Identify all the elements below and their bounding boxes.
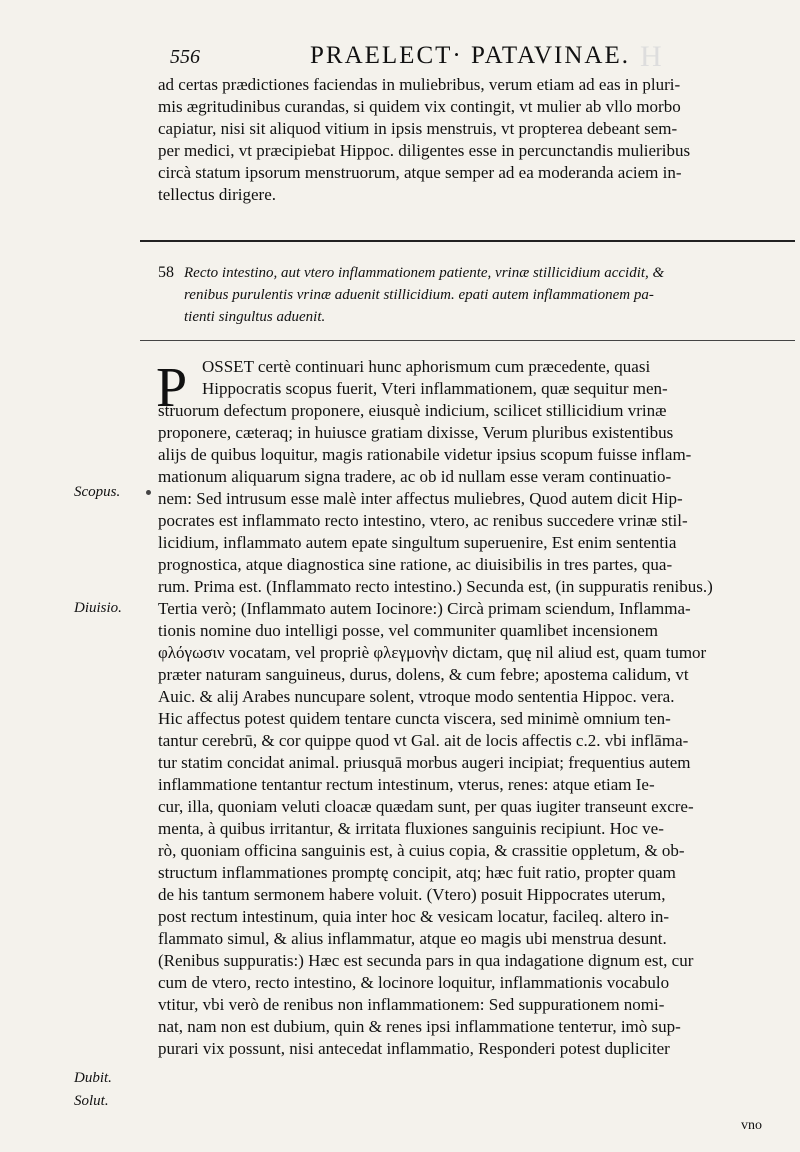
margin-note-dubit: Dubit. (74, 1070, 112, 1086)
text-line: cur, illa, quoniam veluti cloacæ quædam sunt, per quas iugiter transeunt excre- (158, 797, 694, 816)
text-line: tantur cerebrū, & cor quippe quod vt Gal. ait de locis affectis c.2. vbi inflāma- (158, 731, 689, 750)
drop-cap: P (156, 357, 188, 419)
running-title: PRAELECT· PATAVINAE. (310, 42, 630, 69)
text-line: tionis nomine duo intelligi posse, vel communiter quamlibet incensionem (158, 621, 659, 640)
text-line: Auic. & alij Arabes nuncupare solent, vtroque modo sententia Hippoc. vera. (158, 687, 675, 706)
text-line: tellectus dirigere. (158, 185, 277, 204)
text-line: capiatur, nisi sit aliquod vitium in ipsis menstruis, vt propterea debeant sem- (158, 119, 678, 138)
text-line: circà statum ipsorum menstruorum, atque semper ad ea moderanda aciem in- (158, 163, 682, 182)
text-line: cum de vtero, recto intestino, & locinore loquitur, inflammationis vocabulo (158, 973, 670, 992)
text-line: nat, nam non est dubium, quin & renes ipsi inflammatione tenteтur, imò sup- (158, 1017, 681, 1036)
text-line: pocrates est inflammato recto intestino, vtero, ac renibus succedere vrinæ stil- (158, 511, 688, 530)
text-line: post rectum intestinum, quia inter hoc & vesicam locatur, facileq. altero in- (158, 907, 670, 926)
page-number: 556 (170, 46, 200, 68)
text-line: alijs de quibus loquitur, magis rationabile videtur ipsius scopum fuisse inflam- (158, 445, 692, 464)
aphorism-number: 58 (158, 264, 174, 281)
text-line: licidium, inflammato autem epate singultum superuenire, Est enim sententia (158, 533, 677, 552)
aphorism-line: renibus purulentis vrinæ aduenit stillicidium. epati autem inflammationem pa- (184, 287, 654, 303)
aphorism-line: Recto intestino, aut vtero inflammationem patiente, vrinæ stillicidium accidit, & (184, 265, 665, 281)
text-line: inflammatione tentantur rectum intestinum, vterus, renes: atque etiam Ie- (158, 775, 655, 794)
text-line: prognostica, atque diagnostica sine ratione, ac diuisibilis in tres partes, qua- (158, 555, 673, 574)
text-line: tur statim concidat animal. priusquā morbus augeri incipiat; frequentius autem (158, 753, 691, 772)
text-line: flammato simul, & alius inflammatur, atque eo magis ubi menstrua desunt. (158, 929, 667, 948)
catchword: vno (741, 1118, 762, 1133)
ink-speck (146, 490, 151, 495)
running-header (170, 42, 730, 72)
text-line: struorum defectum proponere, eiusquè indicium, scilicet stillicidium vrinæ (158, 401, 667, 420)
text-line: rò, quoniam officina sanguinis est, à cuius copia, & crassitie oppletum, & ob- (158, 841, 685, 860)
text-line: purari vix possunt, nisi antecedat inflammatio, Responderi potest dupliciter (158, 1039, 670, 1058)
text-line: de his tantum sermonem habere voluit. (Vtero) posuit Hippocrates uterum, (158, 885, 666, 904)
text-line: præter naturam sanguineus, durus, dolens, & cum febre; apostema calidum, vt (158, 665, 689, 684)
text-line: proponere, cæteraq; in huiusce gratiam dixisse, Verum pluribus existentibus (158, 423, 674, 442)
text-line: nem: Sed intrusum esse malè inter affectus muliebres, Quod autem dicit Hip- (158, 489, 683, 508)
text-line: φλόγωσιν vocatam, vel propriè φλεγμονὴν dictam, quę nil aliud est, quam tumor (158, 643, 707, 662)
text-line: mis ægritudinibus curandas, si quidem vix contingit, vt mulier ab vllo morbo (158, 97, 681, 116)
show-through-text: H (640, 40, 666, 73)
text-line: (Renibus suppuratis:) Hæc est secunda pars in qua indagatione dignum est, cur (158, 951, 694, 970)
aphorism-line: tienti singultus aduenit. (184, 309, 326, 325)
text-line: Hippocratis scopus fuerit, Vteri inflammationem, quæ sequitur men- (202, 379, 668, 398)
text-line: Tertia verò; (Inflammato autem Iocinore:) Circà primam sciendum, Inflamma- (158, 599, 691, 618)
margin-note-scopus: Scopus. (74, 484, 121, 500)
text-line: ad certas prædictiones faciendas in muliebribus, verum etiam ad eas in pluri- (158, 75, 681, 94)
text-line: rum. Prima est. (Inflammato recto intestino.) Secunda est, (in suppuratis renibus.) (158, 577, 713, 596)
text-line: mationum aliquarum signa tradere, ac ob id nullam esse veram continuatio- (158, 467, 672, 486)
margin-note-solut: Solut. (74, 1093, 109, 1109)
text-line: menta, à quibus irritantur, & irritata fluxiones sanguinis recipiunt. Hoc ve- (158, 819, 664, 838)
text-line: structum inflammationes promptę concipit, atq; hæc fuit ratio, propter quam (158, 863, 676, 882)
text-line: vtitur, vbi verò de renibus non inflammationem: Sed suppurationem nomi- (158, 995, 665, 1014)
text-line: per medici, vt præcipiebat Hippoc. diligentes esse in percunctandis mulieribus (158, 141, 691, 160)
section-rule (140, 240, 795, 242)
aphorism-rule (140, 340, 795, 341)
text-line: OSSET certè continuari hunc aphorismum cum præcedente, quasi (202, 357, 651, 376)
margin-note-diuisio: Diuisio. (74, 600, 122, 616)
text-line: Hic affectus potest quidem tentare cuncta viscera, sed minimè omnium ten- (158, 709, 671, 728)
